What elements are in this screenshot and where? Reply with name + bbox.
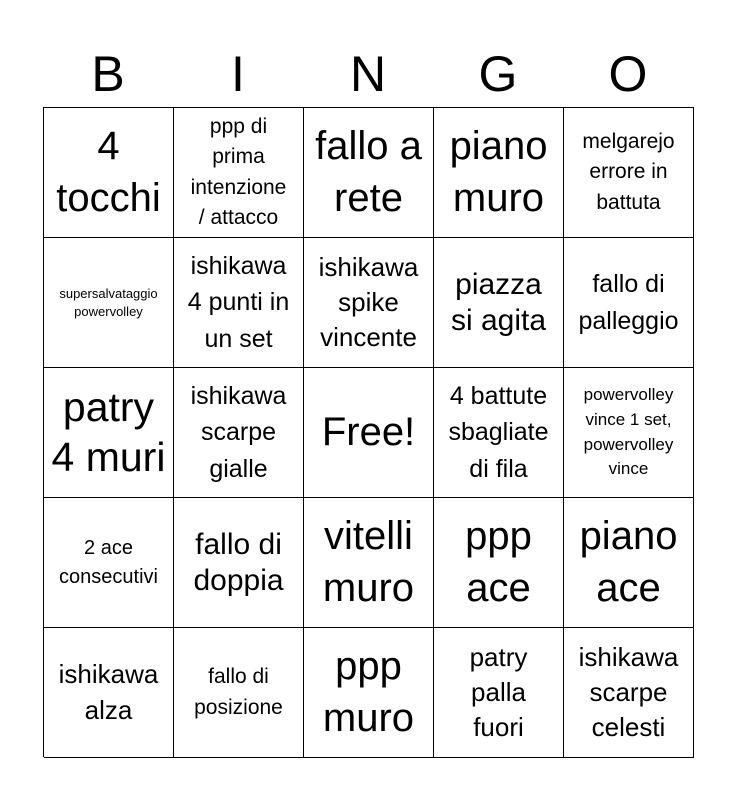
cell-text: ppp ace — [465, 514, 532, 610]
bingo-cell[interactable] — [434, 368, 564, 498]
bingo-cell[interactable] — [174, 368, 304, 498]
bingo-cell[interactable] — [564, 238, 694, 368]
cell-text: ishikawa scarpe celesti — [578, 641, 679, 743]
cell-text: fallo a rete — [315, 124, 422, 220]
bingo-cell[interactable] — [434, 628, 564, 758]
header-letter-n: N — [349, 46, 387, 102]
cell-text: powervolley vince 1 set, powervolley vince — [583, 385, 674, 479]
bingo-card-grid — [43, 107, 694, 757]
header-letter-g: G — [478, 46, 518, 102]
cell-text: ishikawa spike vincente — [318, 251, 419, 353]
bingo-cell[interactable] — [434, 498, 564, 628]
bingo-cell[interactable] — [44, 628, 174, 758]
bingo-cell[interactable] — [564, 108, 694, 238]
bingo-cell[interactable] — [304, 108, 434, 238]
bingo-cell[interactable] — [174, 238, 304, 368]
cell-text: piazza si agita — [450, 267, 547, 337]
bingo-cell-free[interactable] — [304, 368, 434, 498]
bingo-cell[interactable] — [564, 498, 694, 628]
cell-text: ppp muro — [322, 644, 415, 740]
bingo-cell[interactable] — [304, 238, 434, 368]
cell-text: patry palla fuori — [469, 641, 528, 743]
cell-text: melgarejo errore in battuta — [582, 129, 675, 214]
bingo-cell[interactable] — [44, 108, 174, 238]
bingo-cell[interactable] — [434, 108, 564, 238]
header-letter-o: O — [608, 46, 648, 102]
bingo-header — [43, 40, 693, 106]
cell-text: patry 4 muri — [51, 384, 166, 480]
cell-text: supersalvataggio powervolley — [59, 285, 158, 319]
bingo-cell[interactable] — [564, 368, 694, 498]
bingo-cell[interactable] — [434, 238, 564, 368]
bingo-cell[interactable] — [304, 498, 434, 628]
header-letter-i: I — [231, 46, 245, 102]
cell-text: 4 battute sbagliate di fila — [448, 382, 549, 483]
cell-text: 2 ace consecutivi — [59, 537, 158, 588]
bingo-cell[interactable] — [304, 628, 434, 758]
bingo-cell[interactable] — [44, 368, 174, 498]
bingo-cell[interactable] — [564, 628, 694, 758]
cell-text: Free! — [321, 409, 416, 454]
cell-text: vitelli muro — [322, 514, 415, 610]
bingo-cell[interactable] — [44, 498, 174, 628]
cell-text: fallo di posizione — [194, 665, 283, 719]
cell-text: ishikawa alza — [58, 659, 159, 725]
cell-text: ppp di prima intenzione / attacco — [190, 114, 287, 229]
cell-text: fallo di palleggio — [578, 270, 679, 335]
cell-text: 4 tocchi — [56, 124, 161, 220]
bingo-cell[interactable] — [174, 108, 304, 238]
cell-text: piano ace — [579, 514, 678, 610]
bingo-cell[interactable] — [174, 628, 304, 758]
cell-text: ishikawa scarpe gialle — [190, 382, 287, 483]
cell-text: ishikawa 4 punti in un set — [187, 252, 290, 353]
cell-text: fallo di doppia — [193, 527, 284, 597]
cell-text: piano muro — [449, 124, 548, 220]
bingo-cell[interactable] — [44, 238, 174, 368]
header-letter-b: B — [91, 46, 125, 102]
bingo-cell[interactable] — [174, 498, 304, 628]
